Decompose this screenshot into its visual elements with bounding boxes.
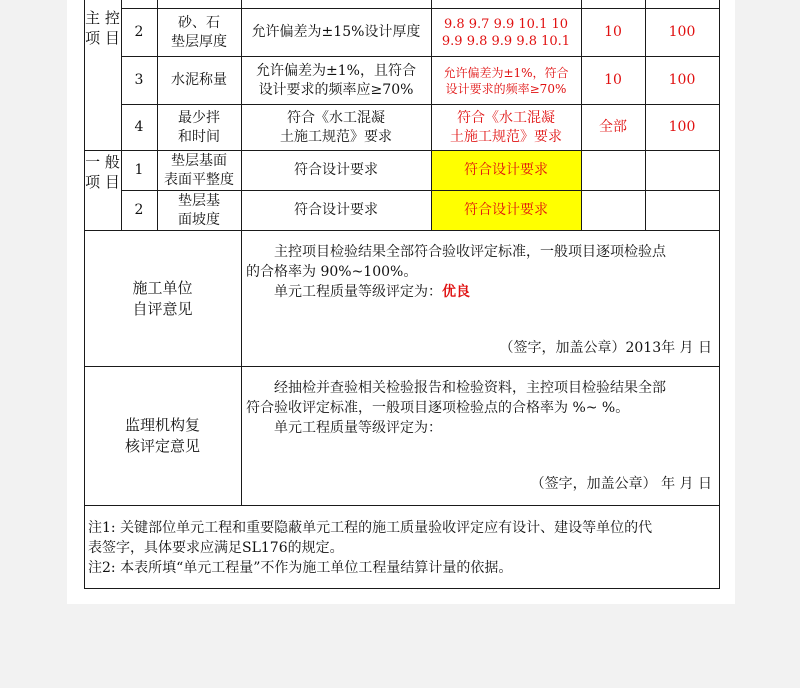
check-count: 全部 xyxy=(599,119,627,135)
measured-values: 9.8 9.7 9.9 10.1 10 9.9 9.8 9.9 9.8 10.1 xyxy=(441,16,571,49)
requirement-text: 符合《水工混凝 土施工规范》要求 xyxy=(280,109,392,145)
row-index: 2 xyxy=(134,202,144,218)
item-name: 砂、石 垫层厚度 xyxy=(171,14,227,50)
check-count: 10 xyxy=(604,72,622,88)
pass-rate: 100 xyxy=(668,119,696,135)
construction-signature: （签字，加盖公章）2013年 月 日 xyxy=(499,340,712,356)
row-index: 1 xyxy=(134,162,144,178)
construction-opinion-line2: 的合格率为 90%~100%。 xyxy=(246,264,418,280)
construction-grade-line xyxy=(274,282,716,302)
note-1-continued: 表签字，具体要求应满足SL176的规定。 xyxy=(88,540,344,556)
item-name: 水泥称量 xyxy=(171,72,227,88)
check-count: 10 xyxy=(604,24,622,40)
note-2: 注2: 本表所填“单元工程量”不作为施工单位工程量结算计量的依据。 xyxy=(88,560,513,576)
note-1: 注1: 关键部位单元工程和重要隐蔽单元工程的施工质量验收评定应有设计、建设等单位的代 xyxy=(88,520,653,536)
construction-opinion-line1: 主控项目检验结果全部符合验收评定标准，一般项目逐项检验点 xyxy=(274,244,666,260)
measured-values: 符合设计要求 xyxy=(464,162,548,178)
measured-values: 符合《水工混凝 土施工规范》要求 xyxy=(450,109,562,145)
row-index: 2 xyxy=(134,24,144,40)
requirement-text: 允许偏差为±1%，且符合 设计要求的频率应≥70% xyxy=(256,62,416,98)
supervision-opinion-line1: 经抽检并查验相关检验报告和检验资料，主控项目检验结果全部 xyxy=(274,380,666,396)
supervision-opinion-line2: 符合验收评定标准，一般项目逐项检验点的合格率为 %~ %。 xyxy=(246,400,630,416)
general-group-label: 一 般 项 目 xyxy=(85,153,120,191)
requirement-text: 符合设计要求 xyxy=(294,202,378,218)
main-control-group-label: 主 控 项 目 xyxy=(85,9,120,47)
supervision-opinion-label: 监理机构复 核评定意见 xyxy=(124,416,200,455)
item-name: 最少拌 和时间 xyxy=(178,109,220,145)
grade-prefix: 单元工程质量等级评定为： xyxy=(274,284,442,300)
item-name: 垫层基面 表面平整度 xyxy=(164,152,234,188)
grade-value: 优良 xyxy=(442,284,470,300)
construction-opinion-label: 施工单位 自评意见 xyxy=(132,278,193,318)
measured-values: 允许偏差为±1%，符合 设计要求的频率≥70% xyxy=(443,65,569,96)
requirement-text: 符合设计要求 xyxy=(294,162,378,178)
row-index: 4 xyxy=(134,119,144,135)
pass-rate: 100 xyxy=(668,24,696,40)
supervision-signature: （签字，加盖公章） 年 月 日 xyxy=(530,476,712,492)
supervision-grade-line: 单元工程质量等级评定为： xyxy=(274,420,442,436)
measured-values: 符合设计要求 xyxy=(464,202,548,218)
pass-rate: 100 xyxy=(668,72,696,88)
requirement-text: 允许偏差为±15%设计厚度 xyxy=(251,24,421,40)
item-name: 垫层基 面坡度 xyxy=(178,192,220,228)
row-index: 3 xyxy=(134,72,144,88)
